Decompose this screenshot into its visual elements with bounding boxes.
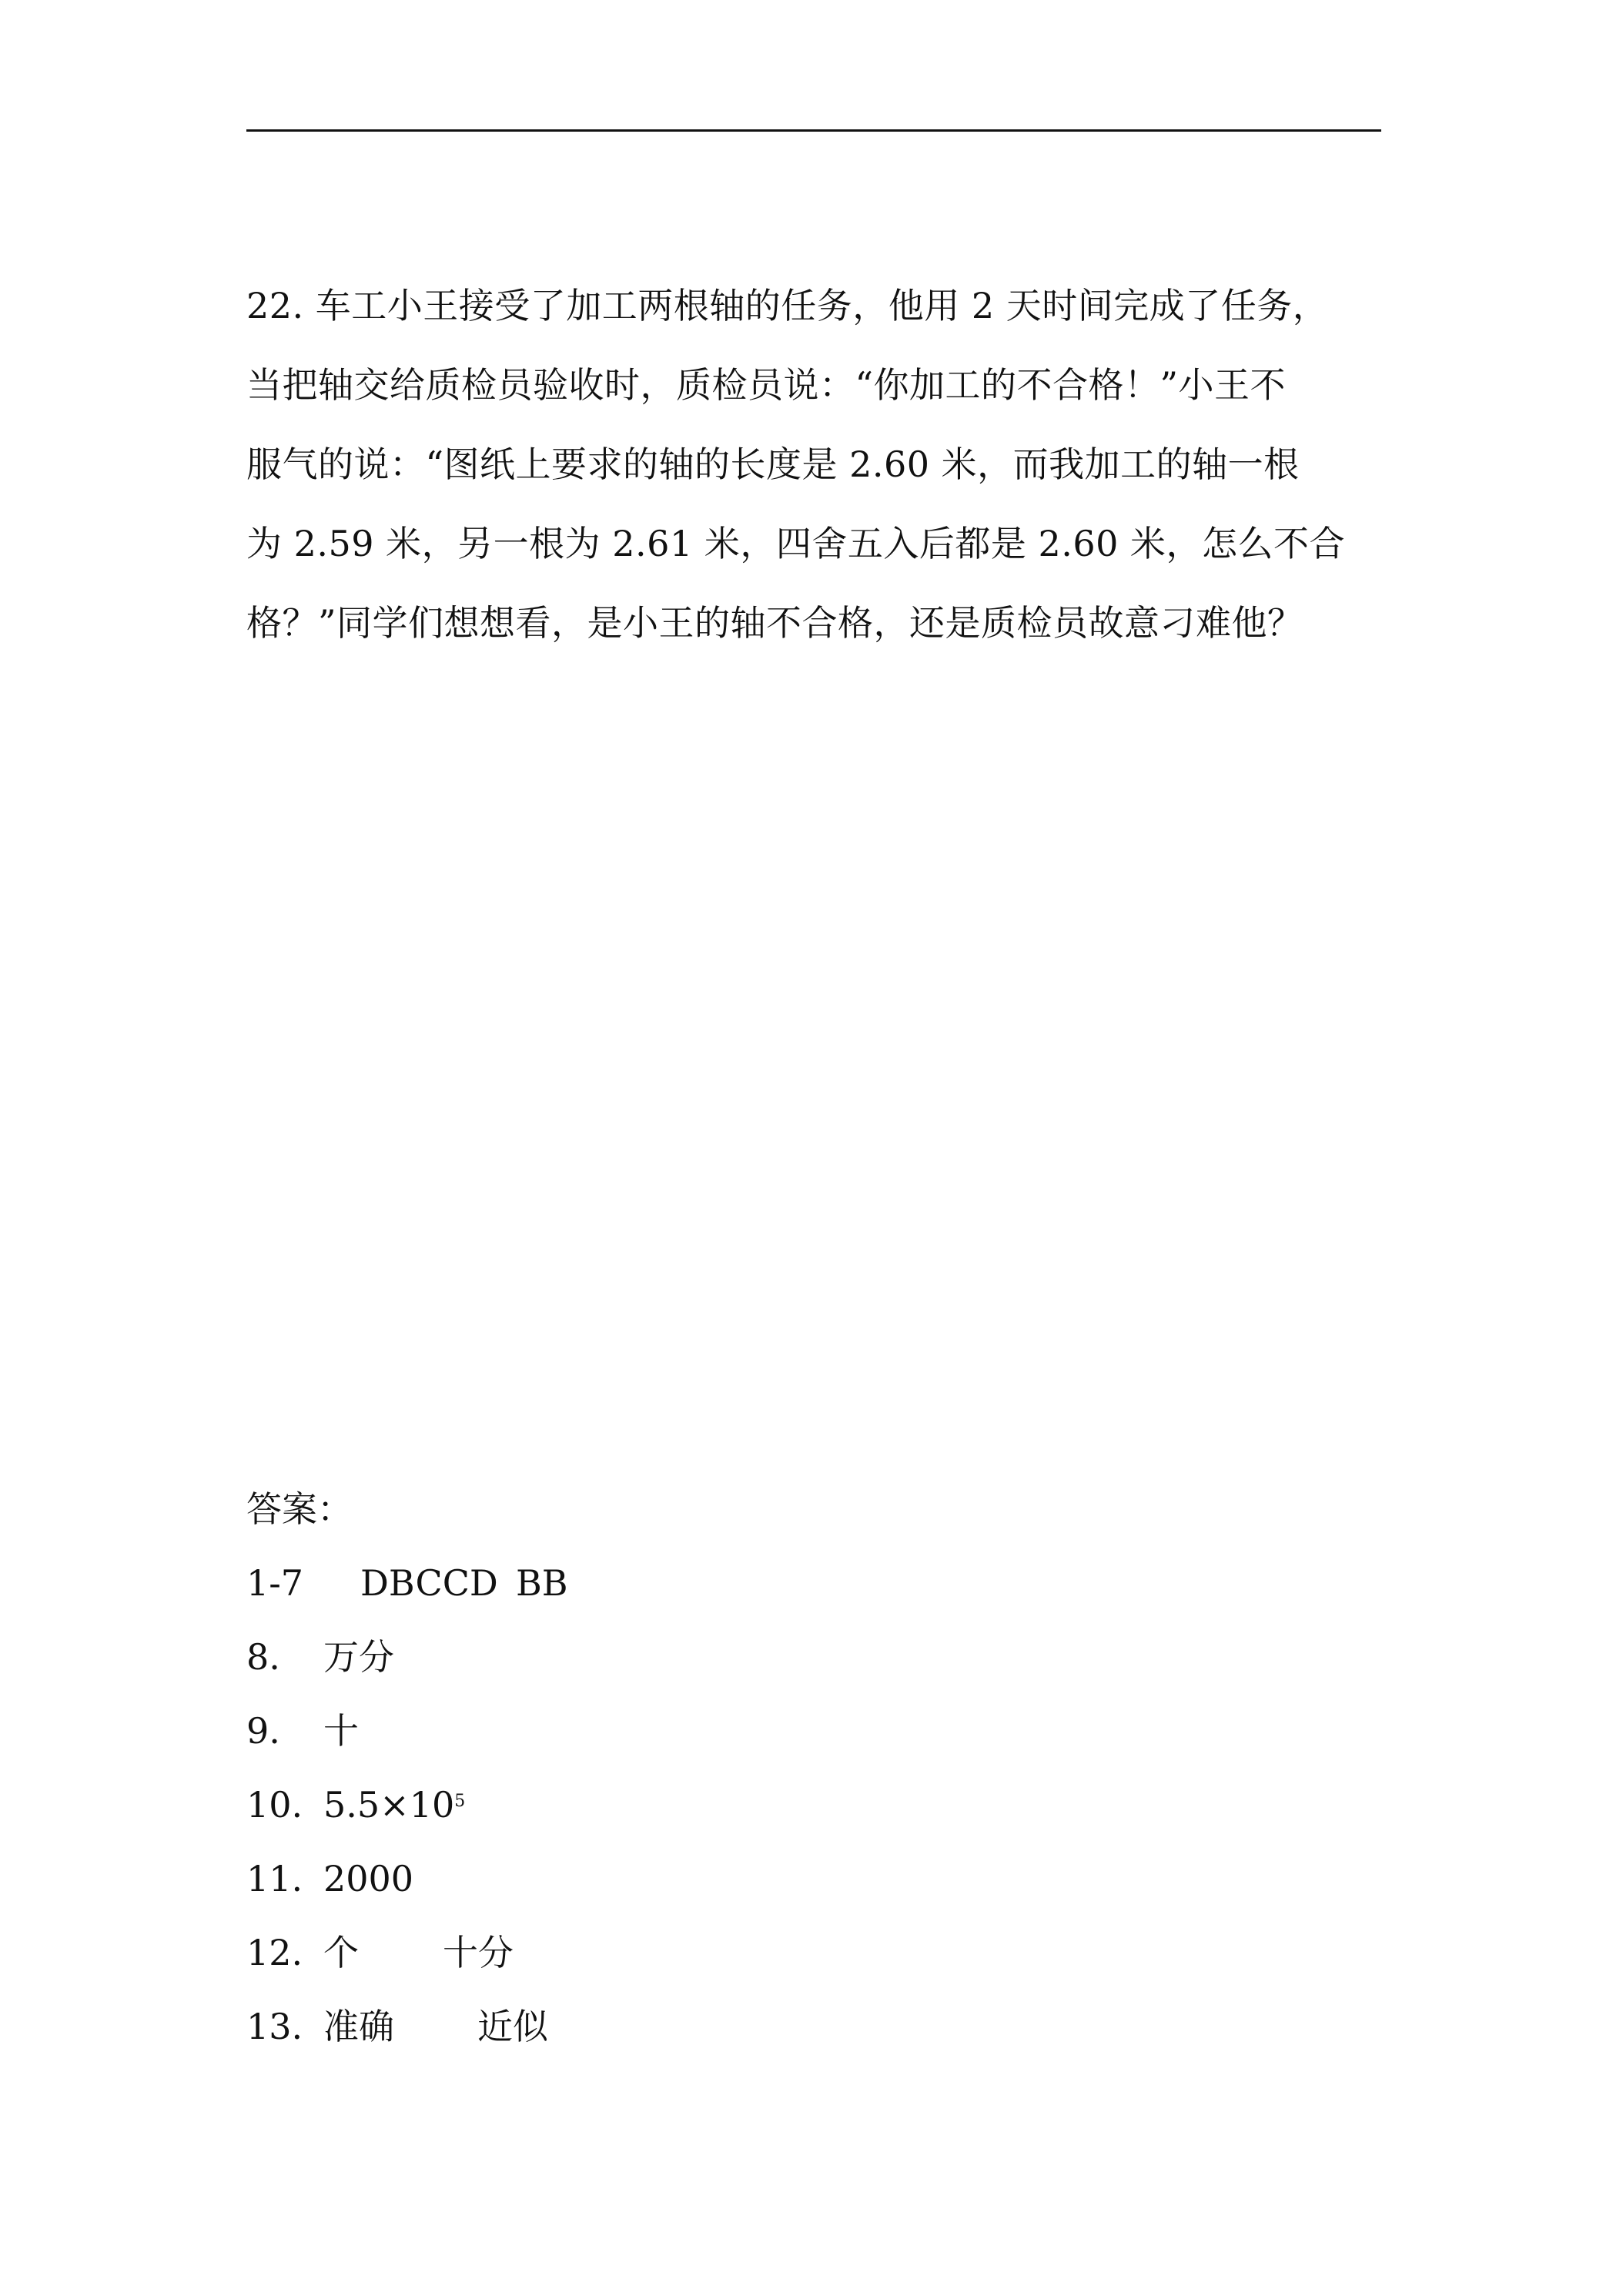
question-line: 为 2.59 米，另一根为 2.61 米，四舍五入后都是 2.60 米，怎么不合 <box>246 523 1345 564</box>
answer-value: DBCCD <box>360 1562 498 1604</box>
question-line: 格？”同学们想想看，是小王的轴不合格，还是质检员故意刁难他？ <box>246 602 1303 644</box>
answer-value: 2000 <box>323 1858 414 1899</box>
answer-row <box>246 1990 1324 2063</box>
header-rule <box>246 129 1381 132</box>
answer-number: 8. <box>246 1636 280 1678</box>
answer-number: 1-7 <box>246 1562 304 1604</box>
answer-value: 万分 <box>323 1636 394 1678</box>
answer-number: 9. <box>246 1710 280 1752</box>
answer-row <box>246 1916 1324 1990</box>
answer-number: 10. <box>246 1784 303 1826</box>
answer-value: 准确 <box>323 2006 394 2047</box>
answer-row <box>246 1842 1324 1916</box>
answer-value-secondary: BB <box>516 1562 568 1604</box>
answer-value: 5.5×10 <box>323 1784 455 1826</box>
question-line: 服气的说：“图纸上要求的轴的长度是 2.60 米，而我加工的轴一根 <box>246 443 1300 485</box>
answer-key <box>246 1472 1324 2063</box>
question-line: 22. 车工小王接受了加工两根轴的任务，他用 2 天时间完成了任务， <box>246 285 1329 326</box>
answer-value: 个 <box>323 1932 359 1973</box>
answer-number: 12. <box>246 1932 303 1973</box>
answer-row <box>246 1768 1324 1842</box>
answer-value: 十 <box>323 1710 359 1752</box>
answer-number: 11. <box>246 1858 303 1899</box>
answer-title: 答案： <box>246 1488 353 1530</box>
answer-value-secondary: 十分 <box>443 1932 514 1973</box>
question-22 <box>246 266 1394 663</box>
answer-row <box>246 1620 1324 1694</box>
answer-row <box>246 1694 1324 1768</box>
answer-row <box>246 1546 1324 1620</box>
answer-value-secondary: 近似 <box>477 2006 548 2047</box>
question-line: 当把轴交给质检员验收时，质检员说：“你加工的不合格！”小王不 <box>246 364 1287 406</box>
answer-exponent: 5 <box>454 1792 466 1811</box>
answer-number: 13. <box>246 2006 303 2047</box>
